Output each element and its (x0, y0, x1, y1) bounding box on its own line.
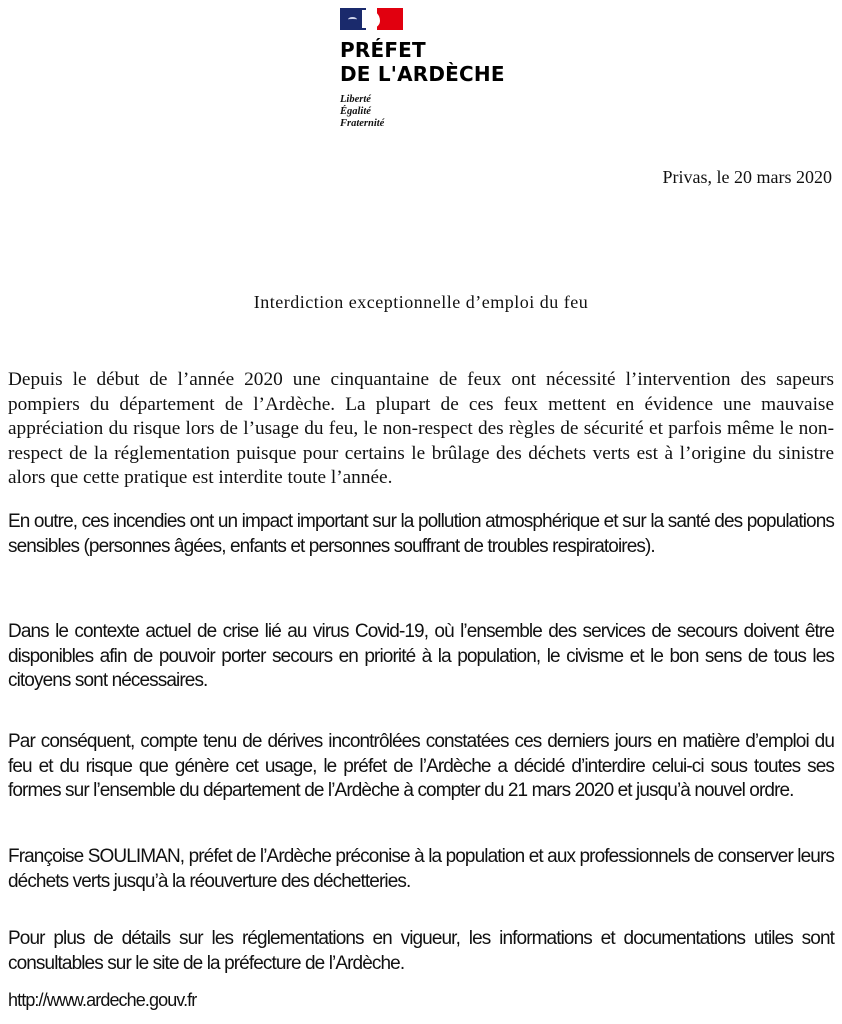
prefecture-name-line2: DE L'ARDÈCHE (340, 62, 505, 86)
paragraph-text: Pour plus de détails sur les réglementations en vigueur, les informations et documentations utiles sont consultables sur le site de la préfecture de l’Ardèche. (8, 928, 834, 974)
prefecture-name-line1: PRÉFET (340, 38, 426, 62)
motto-egalite: Égalité (340, 106, 371, 117)
website-link[interactable]: http://www.ardeche.gouv.fr (8, 990, 197, 1010)
paragraph-recommendation (8, 845, 834, 894)
paragraph-text: Par conséquent, compte tenu de dérives incontrôlées constatées ces derniers jours en matière d’emploi du feu et du risque que génère cet usage, le préfet de l’Ardèche a décidé d’interdire celui-ci sous toutes ses formes sur l’ensemble du département de l’Ardèche à compter du 21 mars 2020 et jusqu’à nouvel ordre. (8, 731, 834, 801)
paragraph-pollution (8, 510, 834, 559)
marianne-flag-icon (340, 8, 403, 30)
dateline: Privas, le 20 mars 2020 (662, 167, 832, 187)
paragraph-covid (8, 620, 834, 694)
paragraph-text: Françoise SOULIMAN, préfet de l’Ardèche préconise à la population et aux professionnels de conserver leurs déchets verts jusqu’à la réouverture des déchetteries. (8, 846, 834, 892)
motto-liberte: Liberté (340, 94, 371, 105)
paragraph-text: Dans le contexte actuel de crise lié au virus Covid-19, où l’ensemble des services de secours doivent être disponibles afin de pouvoir porter secours en priorité à la population, le civisme et le bon sens de tous les citoyens sont nécessaires. (8, 621, 834, 691)
paragraph-decision (8, 730, 834, 804)
paragraph-text: Depuis le début de l’année 2020 une cinquantaine de feux ont nécessité l’intervention des sapeurs pompiers du département de l’Ardèche. La plupart de ces feux mettent en évidence une mauvaise appréciation du risque lors de l’usage du feu, le non-respect des règles de sécurité et parfois même le non-respect de la réglementation puisque pour certains le brûlage des déchets verts est à l’origine du sinistre alors que cette pratique est interdite toute l’année. (8, 369, 834, 488)
paragraph-text: En outre, ces incendies ont un impact important sur la pollution atmosphérique et sur la santé des populations sensibles (personnes âgées, enfants et personnes souffrant de troubles respiratoires). (8, 511, 834, 557)
paragraph-intro (8, 368, 834, 491)
republic-motto (340, 94, 520, 130)
paragraph-more-info (8, 927, 834, 976)
prefecture-logo (340, 8, 520, 130)
prefecture-name (340, 38, 520, 86)
document-title: Interdiction exceptionnelle d’emploi du feu (253, 292, 589, 312)
motto-fraternite: Fraternité (340, 118, 385, 129)
